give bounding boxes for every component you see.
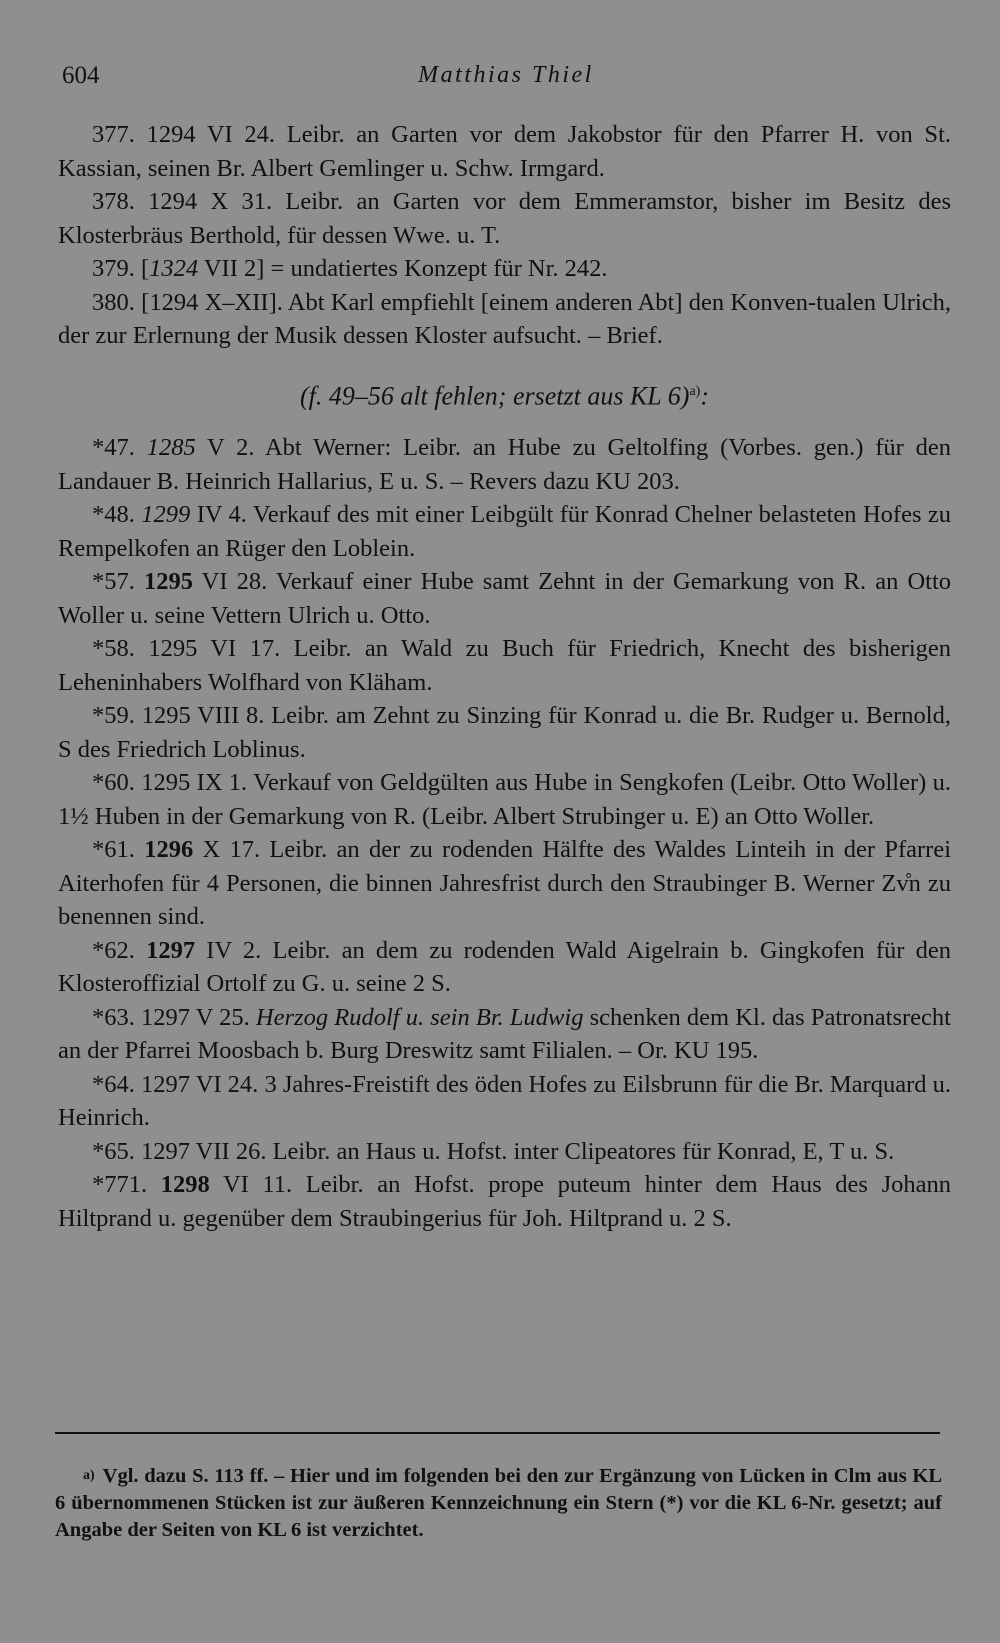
section-heading-tail: :	[700, 381, 710, 411]
footnote-reference: a)	[689, 383, 701, 399]
bracket-open: [	[141, 255, 150, 282]
footnote-text: Vgl. dazu S. 113 ff. – Hier und im folgenden bei den zur Ergänzung von Lücken in Clm aus KL 6 übernommenen Stücken ist zur äußeren Kennzeichnung ein Stern (*) vor die KL 6-Nr. gesetzt; auf Angabe der Seiten von KL 6 ist verzichtet.	[55, 1465, 942, 1541]
page-header	[62, 62, 950, 98]
section-heading	[58, 375, 951, 414]
entry-star-65	[58, 1135, 951, 1169]
entry-number: *59.	[92, 702, 135, 730]
entry-text: VI 11. Leibr. an Hofst. prope puteum hinter dem Haus des Johann Hiltprand u. gegenüber dem Straubingerius für Joh. Hiltprand u. 2 S.	[58, 1171, 952, 1232]
entry-number: *771.	[92, 1171, 148, 1199]
entry-378	[58, 185, 951, 252]
entry-date-italic: 1324	[149, 255, 199, 282]
entry-number: *57.	[92, 568, 135, 596]
entry-number: 380.	[92, 288, 135, 316]
entry-text: schenken dem Kl. das Patronatsrecht an der Pfarrei Moosbach b. Burg Dreswitz samt Filialen. – Or. KU 195.	[58, 1003, 951, 1065]
entry-377	[58, 118, 951, 185]
entry-star-60	[58, 766, 951, 833]
entry-number: 379.	[92, 255, 135, 282]
entry-date-italic: 1285	[146, 434, 196, 462]
entry-number: *61.	[92, 836, 135, 864]
entry-star-63	[58, 1001, 951, 1068]
entry-text: Leibr. an Garten vor dem Emmeramstor, bisher im Besitz des Klosterbräus Berthold, für dessen Wwe. u. T.	[58, 188, 951, 249]
entry-date: 1295 VI 17.	[148, 635, 281, 663]
running-head: Matthias Thiel	[418, 62, 594, 88]
entry-number: 377.	[92, 121, 135, 148]
entry-star-62	[58, 934, 951, 1001]
entry-number: *58.	[92, 635, 135, 663]
entry-star-48	[58, 498, 951, 565]
entry-star-771	[58, 1168, 951, 1235]
entry-date: 1295 IX 1.	[141, 769, 248, 797]
footnote-rule	[55, 1432, 940, 1434]
entry-text: Verkauf von Geldgülten aus Hube in Sengkofen (Leibr. Otto Woller) u. 1½ Huben in der Gemarkung von R. (Leibr. Albert Strubinger u. E) an Otto Woller.	[58, 769, 952, 830]
entry-star-64	[58, 1068, 951, 1135]
entry-text: Leibr. an Garten vor dem Jakobstor für den Pfarrer H. von St. Kassian, seinen Br. Albert Gemlinger u. Schw. Irmgard.	[58, 121, 951, 182]
entry-star-58	[58, 632, 951, 699]
entry-text: Leibr. an Wald zu Buch für Friedrich, Knecht des bisherigen Leheninhabers Wolfhard von Kläham.	[58, 635, 952, 696]
section-heading-text: (f. 49–56 alt fehlen; ersetzt aus KL 6)	[299, 381, 690, 411]
entry-text: Leibr. am Zehnt zu Sinzing für Konrad u. die Br. Rudger u. Bernold, S des Friedrich Loblinus.	[58, 702, 951, 763]
entry-star-59	[58, 699, 951, 766]
entry-379	[58, 252, 951, 286]
entry-date: 1295 VIII 8.	[141, 702, 265, 730]
entry-star-47	[58, 431, 951, 498]
entry-text: Leibr. an Haus u. Hofst. inter Clipeatores für Konrad, E, T u. S.	[266, 1137, 895, 1165]
entry-text: IV 4. Verkauf des mit einer Leibgült für Konrad Chelner belasteten Hofes zu Rempelkofen an Rüger den Loblein.	[58, 501, 952, 562]
entry-star-61	[58, 833, 951, 934]
page-number: 604	[62, 62, 100, 89]
entry-date-bold: 1295	[143, 568, 193, 596]
entry-date: [1294 X–XII].	[141, 288, 283, 316]
footnote	[55, 1462, 942, 1544]
entry-number: 378.	[92, 188, 135, 215]
entry-380	[58, 286, 951, 353]
entry-date: 1294 VI 24.	[146, 121, 276, 148]
entry-number: *48.	[92, 501, 135, 529]
entry-number: *63.	[92, 1003, 135, 1031]
entry-text: 3 Jahres-Freistift des öden Hofes zu Eilsbrunn für die Br. Marquard u. Heinrich.	[58, 1070, 952, 1132]
entry-number: *60.	[92, 769, 135, 797]
entry-number: *47.	[92, 434, 135, 462]
entry-date-bold: 1297	[146, 936, 196, 964]
body-text	[58, 118, 951, 1235]
entry-text: IV 2. Leibr. an dem zu rodenden Wald Aigelrain b. Gingkofen für den Klosteroffizial Ortolf zu G. u. seine 2 S.	[58, 936, 951, 998]
entry-date: 1297 VI 24.	[141, 1070, 259, 1098]
entry-date: 1297 V 25.	[141, 1003, 250, 1031]
footnote-marker: a)	[83, 1468, 95, 1483]
entry-number: *65.	[92, 1137, 135, 1165]
entry-number: *64.	[92, 1070, 135, 1098]
entry-text: VII 2] = undatiertes Konzept für Nr. 242.	[198, 255, 608, 282]
entry-text: V 2. Abt Werner: Leibr. an Hube zu Geltolfing (Vorbes. gen.) für den Landauer B. Heinrich Hallarius, E u. S. – Revers dazu KU 203.	[58, 434, 951, 495]
entry-date-bold: 1298	[160, 1171, 210, 1199]
entry-date: 1294 X 31.	[148, 188, 273, 215]
entry-text: VI 28. Verkauf einer Hube samt Zehnt in der Gemarkung von R. an Otto Woller u. seine Vettern Ulrich u. Otto.	[58, 568, 951, 629]
entry-date: 1297 VII 26.	[141, 1137, 267, 1165]
entry-text: Abt Karl empfiehlt [einem anderen Abt] den Konven-tualen Ulrich, der zur Erlernung der Musik dessen Kloster aufsucht. – Brief.	[58, 288, 952, 349]
entry-star-57	[58, 565, 951, 632]
entry-date-bold: 1296	[144, 836, 194, 864]
entry-date-italic: 1299	[141, 501, 191, 529]
entry-number: *62.	[92, 936, 135, 964]
entry-italic-part: Herzog Rudolf u. sein Br. Ludwig	[249, 1003, 584, 1031]
entry-text: X 17. Leibr. an der zu rodenden Hälfte des Waldes Linteih in der Pfarrei Aiterhofen für 4 Personen, die binnen Jahresfrist durch den Straubinger B. Werner Zv̊n zu benennen sind.	[58, 836, 952, 931]
